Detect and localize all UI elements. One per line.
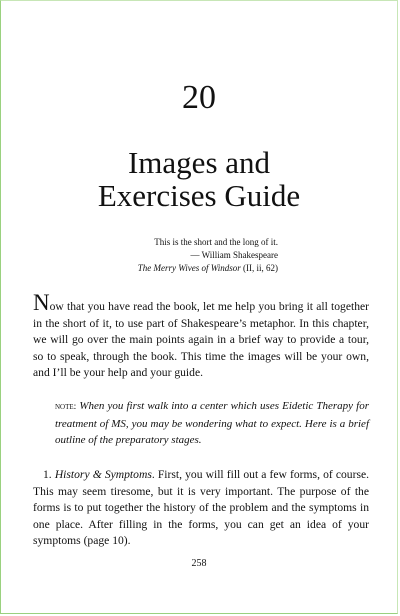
page-number: 258 (191, 558, 207, 569)
intro-text: ow that you have read the book, let me help you bring it all together in the short of it, to use part of Shakespeare’s metaphor. In this chapter, we will go over the main points again in a brief way to provide a tour, so to speak, through the book. This time the images will be your own, and I’ll be your help and your guide. (33, 300, 369, 379)
chapter-number: 20 (182, 79, 216, 116)
list-item-title: History & Symptoms (54, 468, 152, 481)
intro-paragraph (33, 290, 369, 382)
chapter-title-line-1: Images and (127, 145, 271, 180)
chapter-title (1, 146, 397, 212)
epigraph-source-ref: (II, ii, 62) (240, 263, 278, 273)
epigraph-quote: This is the short and the long of it. (154, 237, 278, 247)
drop-cap: N (33, 290, 50, 315)
note-paragraph (55, 398, 369, 449)
list-item-text: . First, you will fill out a few forms, of course. This may seem tiresome, but it is very important. The purpose of the forms is to put together the history of the problem and the symptoms in one place. After filling in the forms, you can get an idea of your symptoms (page 10). (33, 468, 369, 547)
list-item-history-symptoms (33, 467, 369, 550)
epigraph (138, 236, 278, 275)
chapter-title-line-2: Exercises Guide (97, 178, 301, 213)
epigraph-author: — William Shakespeare (190, 250, 278, 260)
note-label: note: (55, 402, 77, 412)
epigraph-source-title: The Merry Wives of Windsor (137, 263, 241, 273)
note-text: When you first walk into a center which uses Eidetic Therapy for treatment of MS, you may be wondering what to expect. Here is a brief outline of the preparatory stages. (55, 400, 369, 446)
epigraph-source (138, 262, 278, 275)
list-item-prefix: 1. (43, 468, 55, 481)
